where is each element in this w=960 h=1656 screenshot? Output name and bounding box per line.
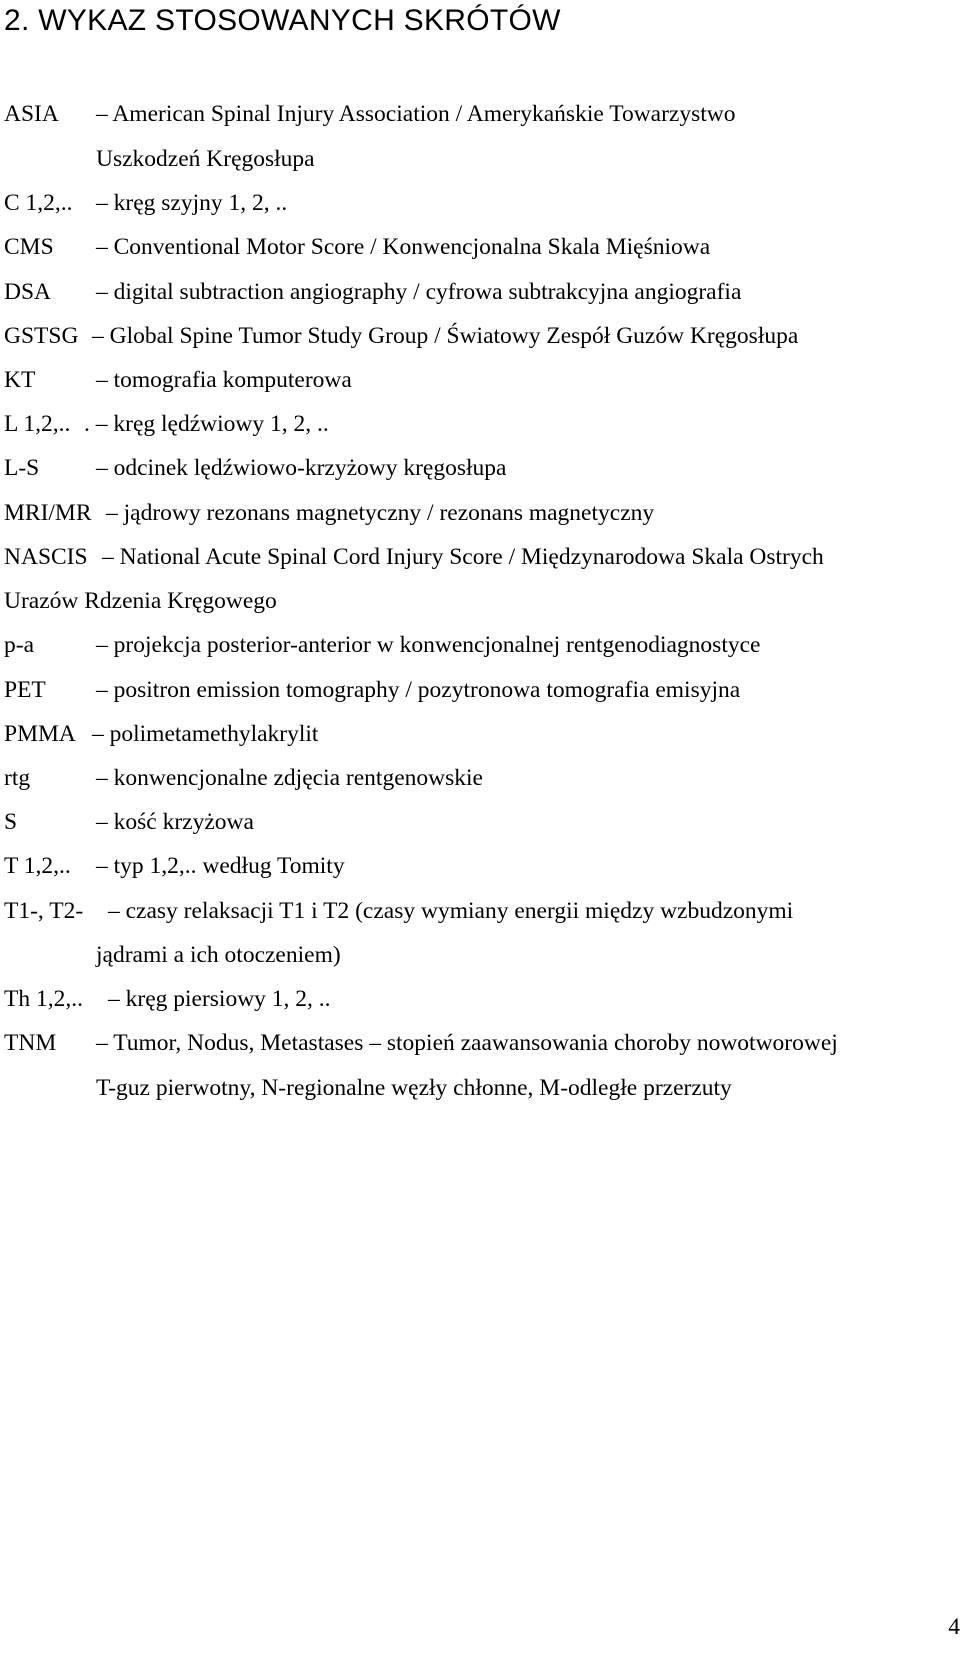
abbreviation-term: L 1,2,.. [4,411,71,437]
abbreviation-definition: – kość krzyżowa [96,809,254,835]
abbreviation-definition: – polimetamethylakrylit [92,721,319,747]
abbreviation-term: DSA [4,279,52,305]
abbreviation-row-th [4,984,331,1014]
abbreviation-row-ls [4,453,506,483]
abbreviation-row-l [4,409,329,439]
abbreviation-term: NASCIS [4,544,88,570]
abbreviation-row-cms [4,232,710,262]
abbreviation-term: rtg [4,765,31,791]
abbreviation-continuation: T-guz pierwotny, N-regionalne węzły chłonne, M-odległe przerzuty [96,1075,732,1101]
abbreviation-definition: – czasy relaksacji T1 i T2 (czasy wymiany energii między wzbudzonymi [108,898,794,924]
abbreviation-continuation: Uszkodzeń Kręgosłupa [96,146,315,172]
abbreviation-row-t1-t2 [4,896,793,926]
abbreviation-row-pmma [4,719,318,749]
abbreviation-term: KT [4,367,36,393]
abbreviation-row-gstsg [4,321,798,351]
abbreviation-row-pet [4,675,740,705]
abbreviation-definition: – typ 1,2,.. według Tomity [96,853,345,879]
abbreviation-definition: – Global Spine Tumor Study Group / Światowy Zespół Guzów Kręgosłupa [92,323,799,349]
abbreviation-row-tnm [4,1028,838,1058]
abbreviation-definition: – Conventional Motor Score / Konwencjonalna Skala Mięśniowa [96,234,711,260]
abbreviation-term: T 1,2,.. [4,853,71,879]
abbreviation-term: C 1,2,.. [4,190,73,216]
abbreviation-row-dsa [4,277,741,307]
abbreviation-row-nascis [4,542,824,572]
abbreviation-term: MRI/MR [4,500,92,526]
abbreviation-term: ASIA [4,101,59,127]
abbreviation-term: S [4,809,18,835]
abbreviation-definition: – Tumor, Nodus, Metastases – stopień zaawansowania choroby nowotworowej [96,1030,838,1056]
abbreviation-definition: – kręg szyjny 1, 2, .. [96,190,288,216]
abbreviation-row-asia [4,99,736,129]
page-number: 4 [948,1614,960,1640]
abbreviation-definition: – tomografia komputerowa [96,367,352,393]
abbreviation-definition: – positron emission tomography / pozytronowa tomografia emisyjna [96,677,741,703]
abbreviation-term: CMS [4,234,54,260]
abbreviation-term: TNM [4,1030,57,1056]
abbreviation-term: PMMA [4,721,76,747]
abbreviation-term: L-S [4,455,40,481]
abbreviation-continuation: Urazów Rdzenia Kręgowego [4,588,277,614]
abbreviation-row-t [4,851,345,881]
abbreviation-row-mri [4,498,654,528]
abbreviation-definition: – jądrowy rezonans magnetyczny / rezonans magnetyczny [106,500,655,526]
abbreviation-term: PET [4,677,46,703]
abbreviation-definition: – projekcja posterior-anterior w konwencjonalnej rentgenodiagnostyce [96,632,761,658]
abbreviation-definition: – National Acute Spinal Cord Injury Score / Międzynarodowa Skala Ostrych [102,544,824,570]
abbreviation-term: Th 1,2,.. [4,986,83,1012]
abbreviation-row-c [4,188,287,218]
abbreviation-row-rtg [4,763,483,793]
section-title: 2. WYKAZ STOSOWANYCH SKRÓTÓW [4,4,561,37]
abbreviation-definition: – konwencjonalne zdjęcia rentgenowskie [96,765,483,791]
abbreviation-definition: – odcinek lędźwiowo-krzyżowy kręgosłupa [96,455,507,481]
abbreviation-row-kt [4,365,352,395]
abbreviation-term: T1-, T2- [4,898,84,924]
abbreviation-definition: – kręg piersiowy 1, 2, .. [108,986,331,1012]
abbreviation-term: p-a [4,632,35,658]
abbreviation-row-pa [4,630,760,660]
abbreviation-definition: . – kręg lędźwiowy 1, 2, .. [84,411,329,437]
abbreviation-term: GSTSG [4,323,79,349]
abbreviation-row-s [4,807,254,837]
abbreviation-definition: – digital subtraction angiography / cyfrowa subtrakcyjna angiografia [96,279,742,305]
abbreviation-continuation: jądrami a ich otoczeniem) [96,942,341,968]
abbreviation-definition: – American Spinal Injury Association / Amerykańskie Towarzystwo [96,101,736,127]
